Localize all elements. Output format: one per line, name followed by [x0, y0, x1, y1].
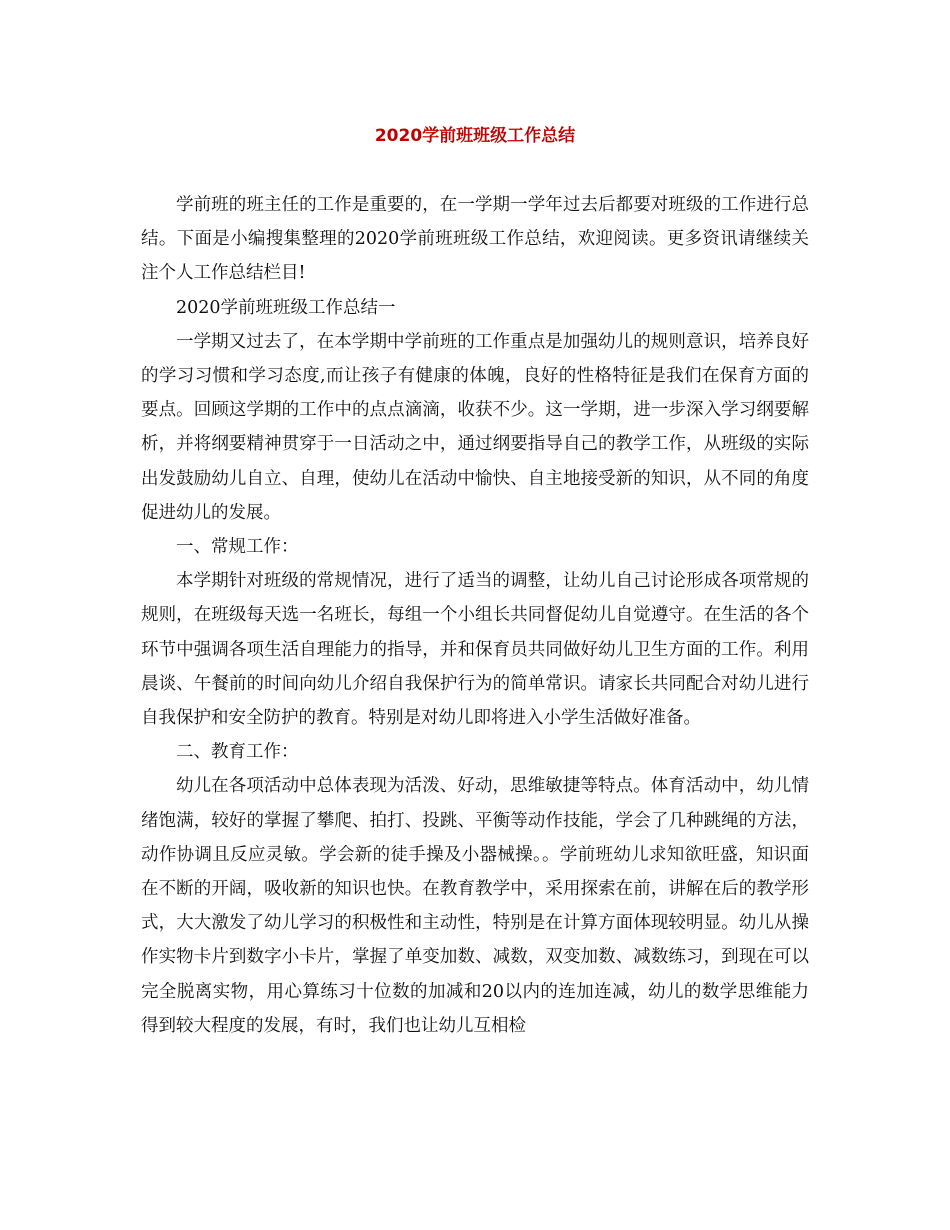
- document-title: 2020学前班班级工作总结: [374, 126, 576, 146]
- paragraph-intro: 学前班的班主任的工作是重要的，在一学期一学年过去后都要对班级的工作进行总结。下面是小编搜集整理的2020学前班班级工作总结，欢迎阅读。更多资讯请继续关注个人工作总结栏目!: [141, 195, 809, 284]
- paragraph-heading-education-work: 二、教育工作：: [176, 742, 299, 763]
- paragraph-overview: 一学期又过去了，在本学期中学前班的工作重点是加强幼儿的规则意识，培养良好的学习习惯和学习态度,而让孩子有健康的体魄，良好的性格特征是我们在保育方面的要点。回顾这学期的工作中的点点滴滴，收获不少。这一学期，进一步深入学习纲要解析，并将纲要精神贯穿于一日活动之中，通过纲要指导自己的教学工作，从班级的实际出发鼓励幼儿自立、自理，使幼儿在活动中愉快、自主地接受新的知识，从不同的角度促进幼儿的发展。: [141, 331, 809, 523]
- paragraph-routine-work: 本学期针对班级的常规情况，进行了适当的调整，让幼儿自己讨论形成各项常规的规则，在班级每天选一名班长，每组一个小组长共同督促幼儿自觉遵守。在生活的各个环节中强调各项生活自理能力的指导，并和保育员共同做好幼儿卫生方面的工作。利用晨谈、午餐前的时间向幼儿介绍自我保护行为的简单常识。请家长共同配合对幼儿进行自我保护和安全防护的教育。特别是对幼儿即将进入小学生活做好准备。: [141, 571, 809, 729]
- paragraph-section-heading: 2020学前班班级工作总结一: [176, 297, 396, 318]
- paragraph-heading-routine-work: 一、常规工作：: [176, 537, 299, 558]
- paragraph-education-work: 幼儿在各项活动中总体表现为活泼、好动，思维敏捷等特点。体育活动中，幼儿情绪饱满，较好的掌握了攀爬、拍打、投跳、平衡等动作技能，学会了几种跳绳的方法，动作协调且反应灵敏。学会新的徒手操及小器械操。。学前班幼儿求知欲旺盛，知识面在不断的开阔，吸收新的知识也快。在教育教学中，采用探索在前，讲解在后的教学形式，大大激发了幼儿学习的积极性和主动性，特别是在计算方面体现较明显。幼儿从操作实物卡片到数字小卡片，掌握了单变加数、减数，双变加数、减数练习，到现在可以完全脱离实物，用心算练习十位数的加减和20以内的连加连减，幼儿的数学思维能力得到较大程度的发展，有时，我们也让幼儿互相检: [141, 776, 809, 1036]
- document-body: [141, 188, 809, 1043]
